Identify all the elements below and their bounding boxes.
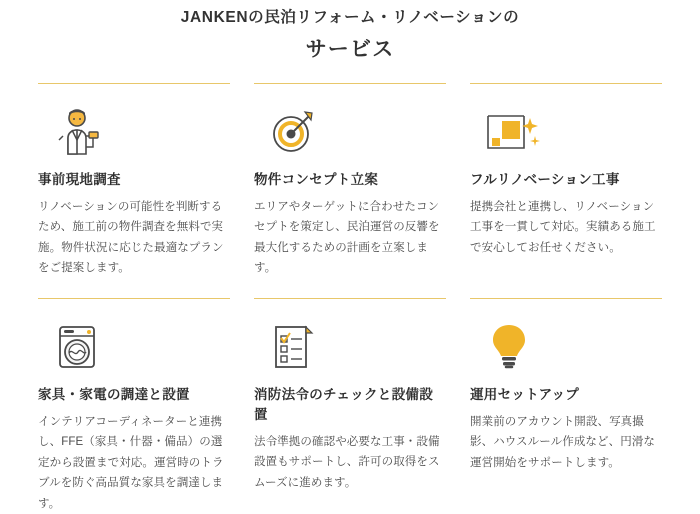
card-text: エリアやターゲットに合わせたコンセプトを策定し、民泊運営の反響を最大化するための計画を立案します。 <box>254 200 440 275</box>
card-title: 家具・家電の調達と設置 <box>38 386 190 402</box>
service-card <box>38 298 230 514</box>
service-card <box>254 83 446 298</box>
card-text: 開業前のアカウント開設、写真撮影、ハウスルール作成など、円滑な運営開始をサポートします。 <box>470 415 656 469</box>
card-title: 物件コンセプト立案 <box>254 171 379 187</box>
card-text: インテリアコーディネーターと連携し、FFE（家具・什器・備品）の選定から設置まで対応。運営時のトラブルを防ぐ高品質な家具を調達します。 <box>38 415 224 510</box>
service-card <box>38 83 230 298</box>
card-text: リノベーションの可能性を判断するため、施工前の物件調査を無料で実施。物件状況に応じた最適なプランをご提案します。 <box>38 200 224 275</box>
service-card <box>470 298 662 514</box>
inspector-person-icon <box>38 100 224 162</box>
heading-line-1: JANKENの民泊リフォーム・リノベーションの <box>180 9 520 26</box>
washing-machine-icon <box>38 315 224 377</box>
page-title <box>38 0 662 65</box>
card-title: 運用セットアップ <box>470 386 580 402</box>
card-title: 事前現地調査 <box>38 171 121 187</box>
service-card <box>470 83 662 298</box>
target-dart-icon <box>254 100 440 162</box>
card-title: フルリノベーション工事 <box>470 171 620 187</box>
card-text: 提携会社と連携し、リノベーション工事を一貫して対応。実績ある施工で安心してお任せください。 <box>470 200 656 254</box>
renovation-room-icon <box>470 100 656 162</box>
card-text: 法令準拠の確認や必要な工事・設備設置もサポートし、許可の取得をスムーズに進めます。 <box>254 435 440 489</box>
service-card-grid <box>38 83 662 514</box>
card-title: 消防法令のチェックと設備設置 <box>254 386 433 422</box>
checklist-clipboard-icon <box>254 315 440 377</box>
lightbulb-icon <box>470 315 656 377</box>
service-card <box>254 298 446 514</box>
heading-line-2: サービス <box>305 38 395 62</box>
